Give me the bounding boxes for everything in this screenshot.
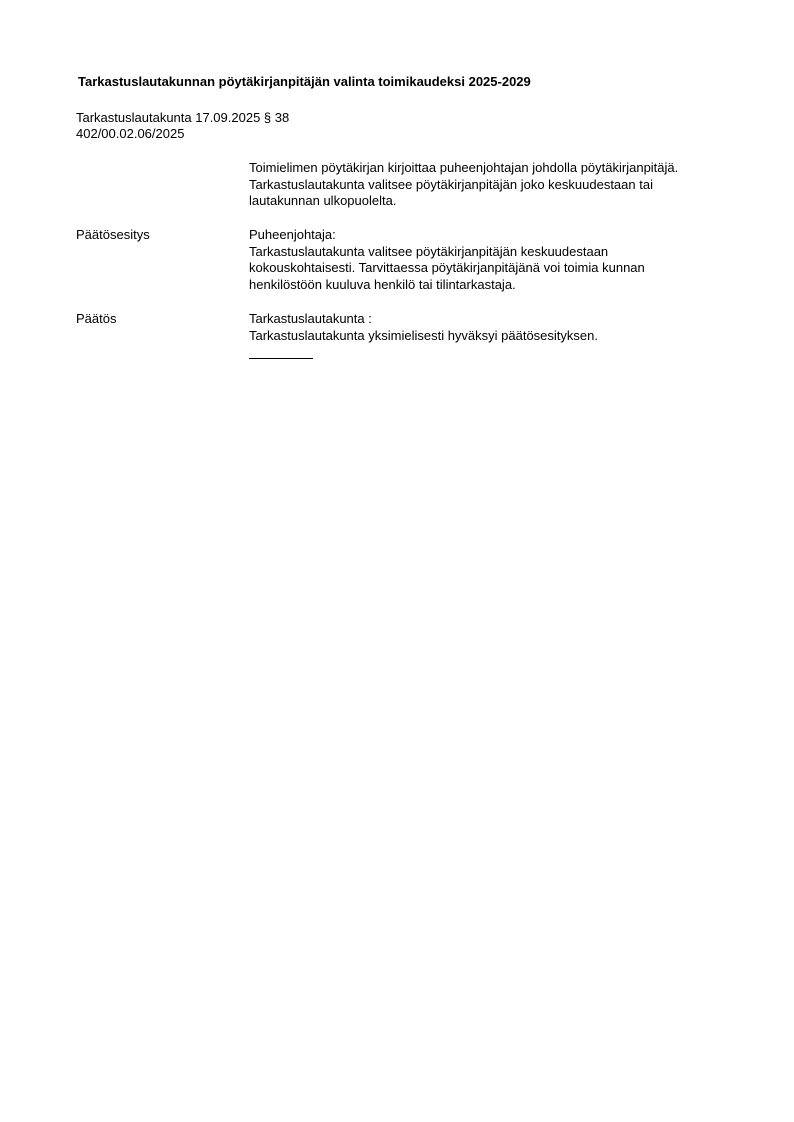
proposal-text: [249, 227, 749, 293]
intro-line: lautakunnan ulkopuolelta.: [249, 193, 397, 208]
decision-line: Tarkastuslautakunta yksimielisesti hyväksyi päätösesityksen.: [249, 327, 598, 343]
intro-line: Tarkastuslautakunta valitsee pöytäkirjanpitäjän joko keskuudestaan tai: [249, 176, 653, 192]
proposal-speaker: Puheenjohtaja:: [249, 227, 336, 242]
decision-speaker: Tarkastuslautakunta :: [249, 311, 372, 326]
meeting-meta: [76, 110, 289, 142]
proposal-line: Tarkastuslautakunta valitsee pöytäkirjanpitäjän keskuudestaan: [249, 243, 609, 259]
record-id: 402/00.02.06/2025: [76, 126, 185, 141]
end-rule: [249, 358, 313, 359]
proposal-line: kokouskohtaisesti. Tarvittaessa pöytäkirjanpitäjänä voi toimia kunnan: [249, 260, 645, 275]
decision-label: Päätös: [76, 311, 117, 326]
decision-text: [249, 311, 749, 359]
meeting-reference: Tarkastuslautakunta 17.09.2025 § 38: [76, 110, 290, 125]
document-title: Tarkastuslautakunnan pöytäkirjanpitäjän valinta toimikaudeksi 2025-2029: [78, 74, 531, 89]
intro-text: [249, 160, 749, 210]
proposal-label: Päätösesitys: [76, 227, 150, 242]
intro-line: Toimielimen pöytäkirjan kirjoittaa puheenjohtajan johdolla pöytäkirjanpitäjä.: [249, 160, 679, 175]
proposal-line: henkilöstöön kuuluva henkilö tai tilintarkastaja.: [249, 276, 516, 292]
